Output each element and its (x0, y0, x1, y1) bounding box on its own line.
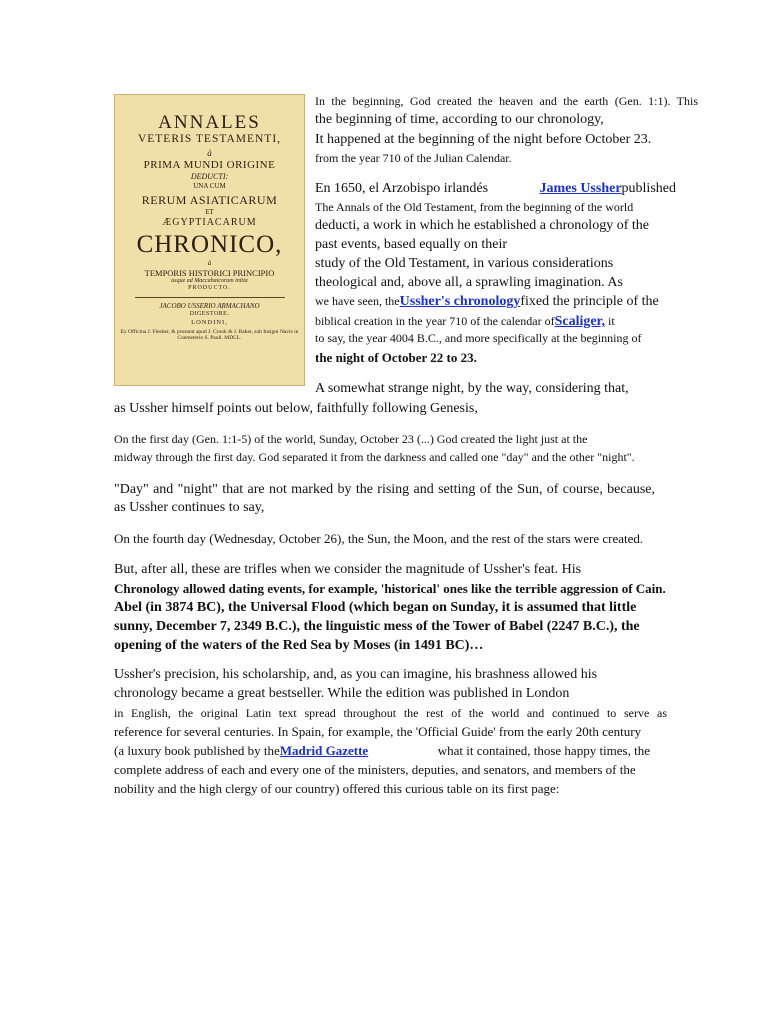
cover-line: DEDUCTI: (190, 171, 229, 181)
text-line: nobility and the high clergy of our country) offered this curious table on its first page: (114, 781, 560, 796)
cover-line: usque ad Maccabaicorum initia (171, 278, 248, 284)
text-line: the beginning of time, according to our chronology, (315, 112, 604, 127)
text-line: midway through the first day. God separated it from the darkness and called one "day" and the other "night". (114, 450, 635, 464)
text-line: chronology became a great bestseller. While the edition was published in London (114, 686, 570, 701)
scaliger-link[interactable]: Scaliger, (554, 314, 605, 329)
cover-line: JACOBO USSERIO ARMACHANO (159, 302, 260, 310)
text-span: what it contained, those happy times, the (437, 743, 650, 758)
text-line: from the year 710 of the Julian Calendar. (315, 151, 512, 165)
text-line: reference for several centuries. In Spain, for example, the 'Official Guide' from the early 20th century (114, 724, 642, 739)
cover-line: VETERIS TESTAMENTI, (137, 133, 282, 145)
cover-line: RERUM ASIATICARUM (141, 192, 278, 207)
cover-line: à (207, 258, 212, 267)
cover-line: CHRONICO, (136, 230, 283, 258)
text-line: Chronology allowed dating events, for example, 'historical' ones like the terrible aggression of Cain. (114, 581, 666, 596)
text-line: in English, the original Latin text spread throughout the rest of the world and continued to serve as (114, 706, 667, 720)
text-line (315, 315, 615, 329)
cover-line: ET (205, 207, 214, 216)
text-line: complete address of each and every one of the ministers, deputies, and senators, and members of the (114, 762, 636, 777)
text-span: we have seen, the (315, 294, 400, 308)
text-line (315, 182, 676, 196)
text-line: opening of the waters of the Red Sea by Moses (in 1491 BC)… (114, 638, 484, 653)
cover-line: PRIMA MUNDI ORIGINE (143, 158, 276, 171)
text-line: "Day" and "night" that are not marked by the rising and setting of the Sun, of course, because, (114, 482, 655, 497)
cover-line: UNA CUM (193, 181, 226, 190)
cover-line: ÆGYPTIACARUM (162, 216, 257, 228)
ussher-chronology-link[interactable]: Ussher's chronology (399, 294, 521, 309)
james-ussher-link[interactable]: James Ussher (539, 181, 622, 196)
text-line: to say, the year 4004 B.C., and more specifically at the beginning of (315, 331, 642, 345)
text-line: deducti, a work in which he established a chronology of the (315, 218, 649, 233)
madrid-gazette-link[interactable]: Madrid Gazette (279, 743, 369, 758)
book-cover-image (114, 94, 305, 386)
cover-line: à (207, 147, 212, 158)
text-line (114, 744, 650, 757)
text-line: On the first day (Gen. 1:1-5) of the world, Sunday, October 23 (...) God created the light just at the (114, 432, 588, 446)
text-line: study of the Old Testament, in various considerations (315, 256, 614, 271)
text-span: biblical creation in the year 710 of the calendar of (315, 314, 555, 328)
text-line: It happened at the beginning of the night before October 23. (315, 132, 652, 147)
text-line: as Ussher continues to say, (114, 500, 265, 515)
text-span: En 1650, el Arzobispo irlandés (315, 181, 489, 196)
text-line: A somewhat strange night, by the way, considering that, (315, 381, 629, 396)
text-line (315, 295, 659, 309)
text-line: theological and, above all, a sprawling imagination. As (315, 275, 623, 290)
cover-line: Ex Officina J. Flesher, & prostant apud J. Crook & J. Baker, sub Insigni Navis in Coemeterio S. Pauli. MDCL. (120, 328, 299, 341)
text-span: (a luxury book published by the (114, 743, 280, 758)
cover-line: ANNALES (158, 112, 261, 133)
text-span: published (621, 181, 676, 196)
text-line: sunny, December 7, 2349 B.C.), the linguistic mess of the Tower of Babel (2247 B.C.), the (114, 619, 640, 634)
text-line: Abel (in 3874 BC), the Universal Flood (which began on Sunday, it is assumed that little (114, 600, 637, 615)
cover-line: TEMPORIS HISTORICI PRINCIPIO (144, 267, 275, 278)
text-line: the night of October 22 to 23. (315, 350, 477, 365)
cover-line: PRODUCTO. (188, 285, 231, 291)
text-span: past events, based equally on their (315, 237, 508, 252)
text-line (315, 238, 514, 252)
text-line: The Annals of the Old Testament, from the beginning of the world (315, 200, 634, 214)
text-line: as Ussher himself points out below, faithfully following Genesis, (114, 401, 478, 416)
text-line: But, after all, these are trifles when we consider the magnitude of Ussher's feat. His (114, 562, 582, 577)
cover-line: DIGESTORE. (189, 311, 230, 317)
text-line: Ussher's precision, his scholarship, and, as you can imagine, his brashness allowed his (114, 667, 598, 682)
text-span: it (604, 314, 615, 328)
text-line: In the beginning, God created the heaven and the earth (Gen. 1:1). This (315, 94, 698, 108)
cover-line: LONDINI, (191, 319, 228, 326)
text-line: On the fourth day (Wednesday, October 26), the Sun, the Moon, and the rest of the stars were created. (114, 531, 644, 546)
text-span: fixed the principle of the (520, 294, 659, 309)
cover-rule (135, 297, 285, 298)
